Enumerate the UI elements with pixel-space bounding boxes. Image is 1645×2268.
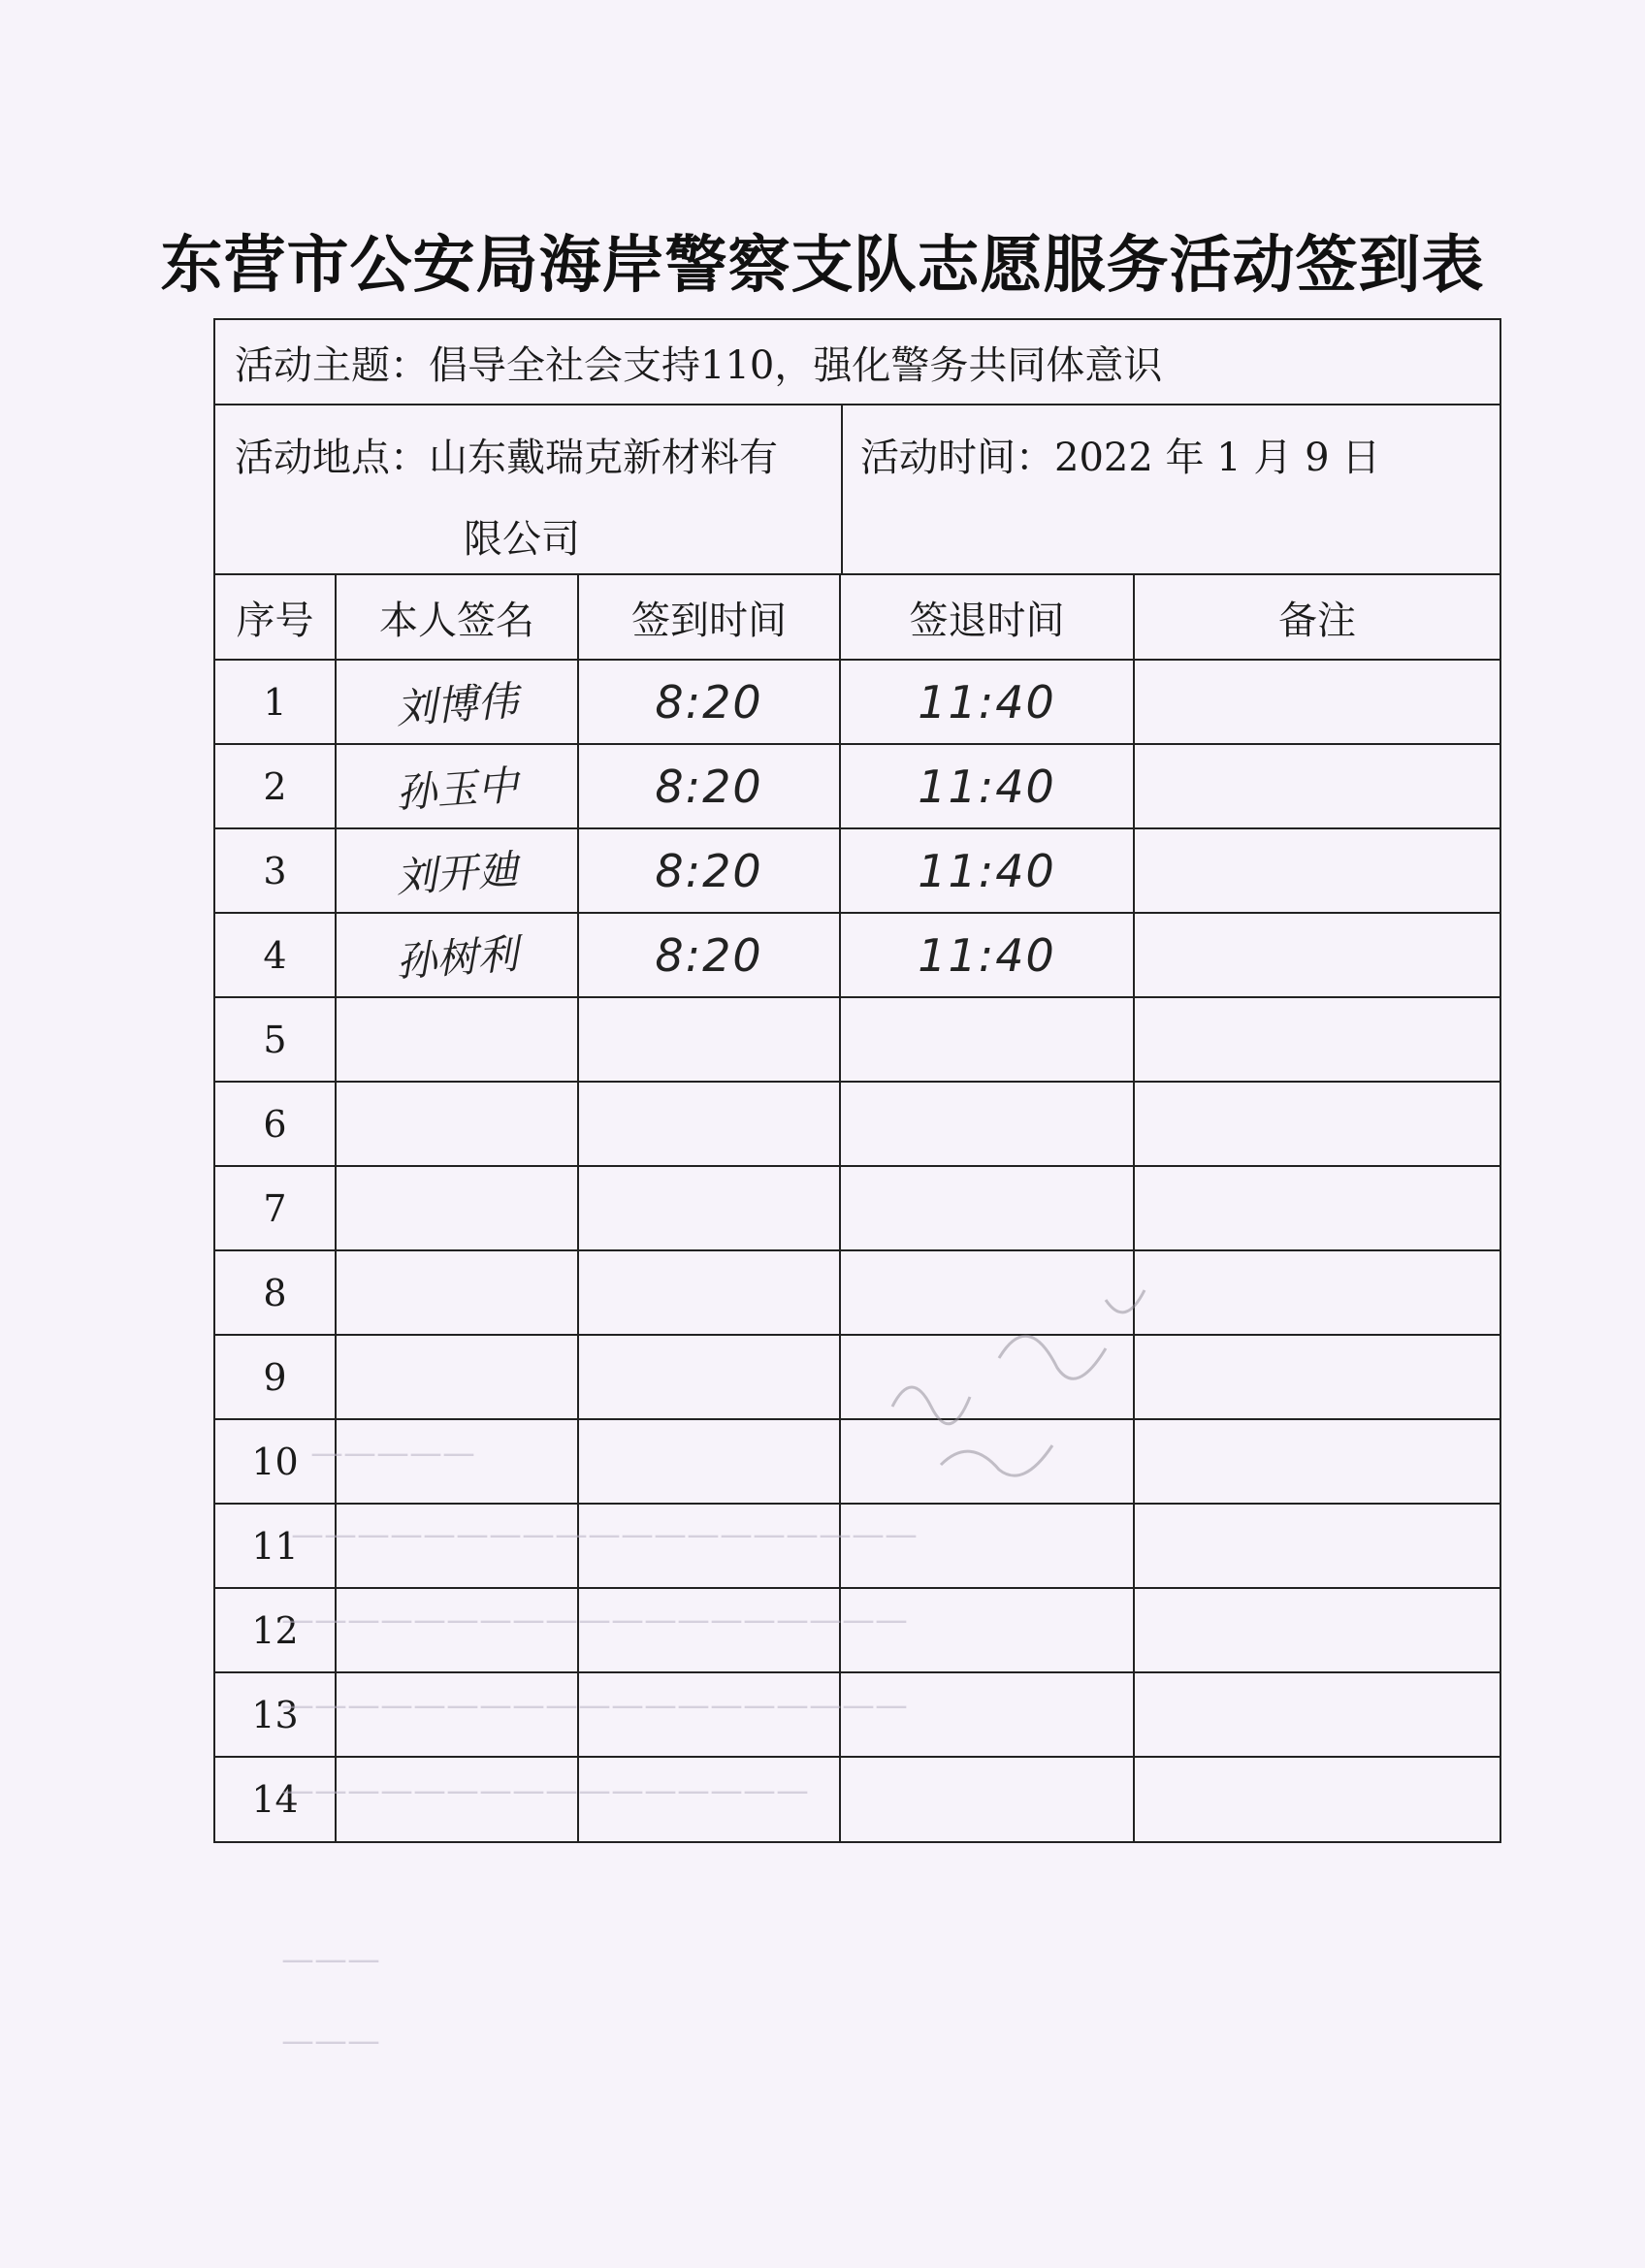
signin-time-cell (578, 744, 840, 828)
activity-place-line1: 活动地点：山东戴瑞克新材料有 (235, 436, 778, 480)
table-row (215, 913, 1500, 997)
signin-time-cell (578, 1419, 840, 1504)
remark-cell (1134, 1757, 1500, 1841)
signin-time-cell (578, 1166, 840, 1250)
signature-cell (336, 1335, 578, 1419)
bleed-through-text-6: ——— (281, 1940, 380, 1979)
remark-cell (1134, 1082, 1500, 1166)
row-number: 1 (263, 680, 287, 724)
signature: 刘博伟 (394, 676, 520, 732)
row-number-cell (215, 744, 336, 828)
signature: 孙玉中 (394, 761, 520, 817)
row-number: 9 (263, 1355, 287, 1399)
signature-cell (336, 1082, 578, 1166)
activity-place-line2: 限公司 (464, 517, 580, 562)
bleed-through-text-3: ——————————————————— (281, 1601, 908, 1639)
activity-time: 活动时间：2022 年 1 月 9 日 (860, 436, 1381, 480)
signature-cell (336, 660, 578, 744)
header-remark: 备注 (1134, 575, 1500, 660)
remark-cell (1134, 1672, 1500, 1757)
signout-time-cell (840, 744, 1134, 828)
signature-cell (336, 997, 578, 1082)
signin-time-cell (578, 828, 840, 913)
remark-cell (1134, 997, 1500, 1082)
signature-cell (336, 1166, 578, 1250)
signout-time: 11:40 (918, 928, 1056, 982)
table-header-row (215, 575, 1500, 660)
signout-time-cell (840, 1082, 1134, 1166)
activity-info-row (215, 405, 1500, 575)
signin-time: 8:20 (655, 928, 763, 982)
row-number-cell (215, 913, 336, 997)
row-number: 6 (263, 1102, 287, 1146)
row-number-cell (215, 1250, 336, 1335)
header-name: 本人签名 (336, 575, 578, 660)
row-number: 3 (263, 849, 287, 892)
bleed-through-text-4: ——————————————————— (281, 1686, 908, 1725)
remark-cell (1134, 744, 1500, 828)
row-number-cell (215, 660, 336, 744)
row-number: 13 (251, 1693, 299, 1736)
remark-cell (1134, 660, 1500, 744)
remark-cell (1134, 1504, 1500, 1588)
row-number: 14 (251, 1778, 299, 1821)
signout-time-cell (840, 660, 1134, 744)
row-number: 7 (263, 1186, 287, 1230)
signature-cell (336, 1250, 578, 1335)
signout-time-cell (840, 1757, 1134, 1841)
signout-time-cell (840, 828, 1134, 913)
header-signout: 签退时间 (840, 575, 1134, 660)
header-no: 序号 (215, 575, 336, 660)
bleed-through-text-5: ———————————————— (281, 1771, 809, 1810)
row-number: 8 (263, 1271, 287, 1314)
signature-cell (336, 744, 578, 828)
row-number-cell (215, 1082, 336, 1166)
signout-time-cell (840, 1166, 1134, 1250)
signout-time: 11:40 (918, 760, 1056, 813)
bleed-through-text-2: ——————————————————— (291, 1515, 918, 1554)
table-row (215, 744, 1500, 828)
row-number-cell (215, 1335, 336, 1419)
row-number: 4 (263, 933, 287, 977)
activity-place (215, 405, 843, 573)
row-number: 2 (263, 764, 287, 808)
bleed-through-text-1: ————— (310, 1434, 475, 1473)
signin-time-cell (578, 913, 840, 997)
faint-handwriting-mark (854, 1242, 1280, 1494)
row-number-cell (215, 1166, 336, 1250)
signout-time: 11:40 (918, 675, 1056, 729)
row-number-cell (215, 997, 336, 1082)
table-row (215, 828, 1500, 913)
page-title: 东营市公安局海岸警察支队志愿服务活动签到表 (160, 230, 1485, 302)
signature-cell (336, 828, 578, 913)
attendance-table (215, 575, 1500, 1841)
signin-time-cell (578, 997, 840, 1082)
signin-time-cell (578, 1082, 840, 1166)
row-number: 12 (251, 1608, 299, 1652)
signin-time-cell (578, 1335, 840, 1419)
table-row (215, 1082, 1500, 1166)
remark-cell (1134, 828, 1500, 913)
signature-cell (336, 913, 578, 997)
signout-time-cell (840, 997, 1134, 1082)
signature: 孙树利 (394, 929, 520, 986)
row-number-cell (215, 828, 336, 913)
signature: 刘开廸 (394, 845, 520, 901)
remark-cell (1134, 1588, 1500, 1672)
signin-time: 8:20 (655, 844, 763, 897)
signout-time-cell (840, 913, 1134, 997)
signin-time-cell (578, 660, 840, 744)
row-number: 10 (251, 1440, 299, 1483)
remark-cell (1134, 913, 1500, 997)
signout-time: 11:40 (918, 844, 1056, 897)
table-row (215, 1166, 1500, 1250)
table-row (215, 660, 1500, 744)
header-signin: 签到时间 (578, 575, 840, 660)
remark-cell (1134, 1166, 1500, 1250)
row-number: 5 (263, 1018, 287, 1061)
table-row (215, 997, 1500, 1082)
activity-topic: 活动主题：倡导全社会支持110，强化警务共同体意识 (215, 320, 1500, 405)
bleed-through-text-7: ——— (281, 2022, 380, 2060)
row-number: 11 (251, 1524, 299, 1568)
signin-time: 8:20 (655, 675, 763, 729)
signin-time-cell (578, 1250, 840, 1335)
signin-time: 8:20 (655, 760, 763, 813)
